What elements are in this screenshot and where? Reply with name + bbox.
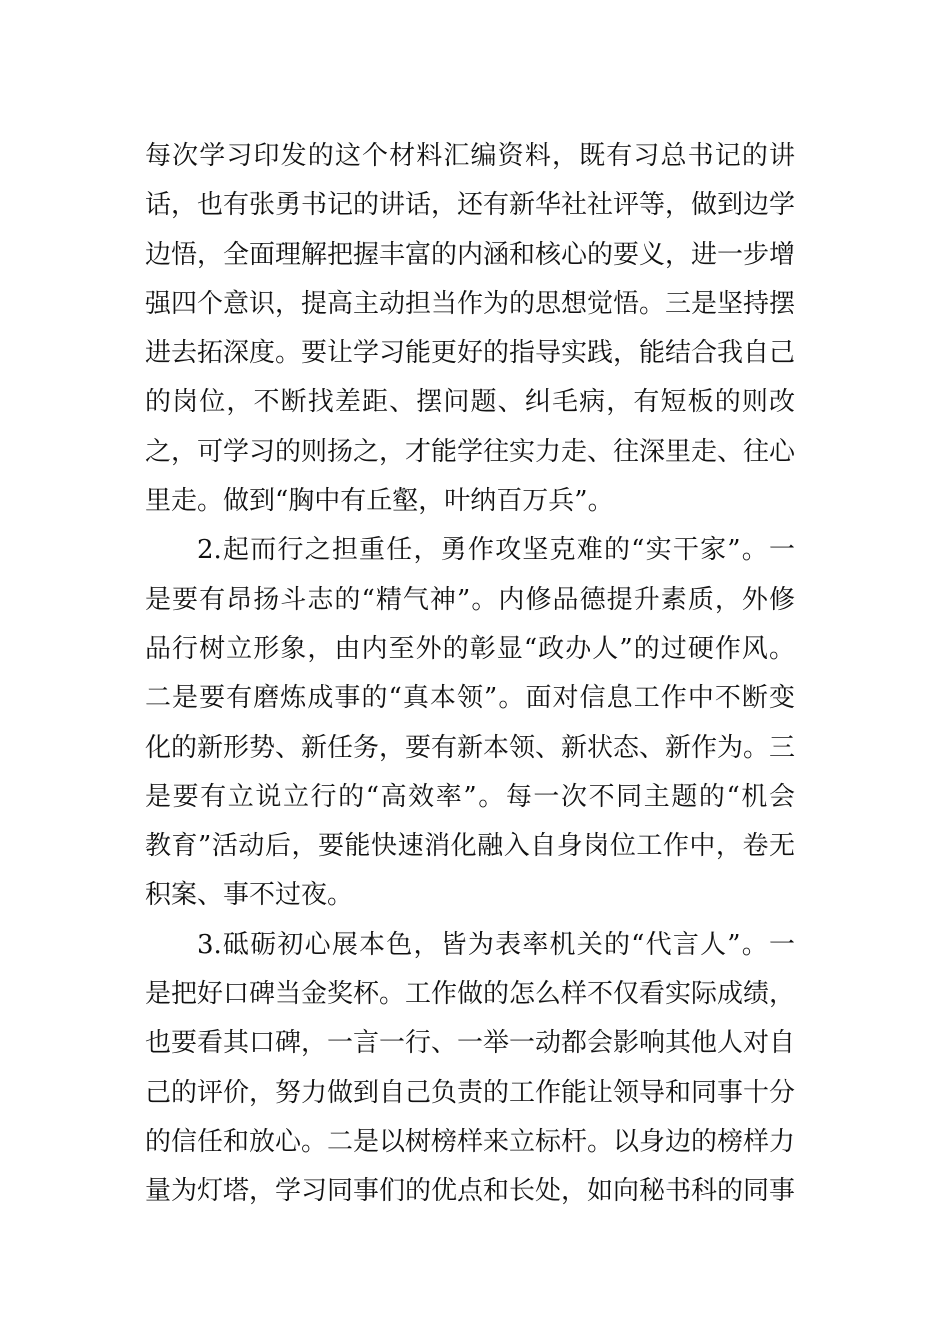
text-line: 里走。做到“胸中有丘壑，叶纳百万兵”。 xyxy=(145,486,614,517)
text-line: 的信任和放心。二是以树榜样来立标杆。以身边的榜样力 xyxy=(145,1126,796,1157)
text-line: 己的评价，努力做到自己负责的工作能让领导和同事十分 xyxy=(145,1077,796,1108)
text-line: 的岗位，不断找差距、摆问题、纠毛病，有短板的则改 xyxy=(145,387,795,418)
text-line: 边悟，全面理解把握丰富的内涵和核心的要义，进一步增 xyxy=(145,239,796,270)
text-line: 是要有立说立行的“高效率”。每一次不同主题的“机会 xyxy=(145,781,795,812)
section-heading-line: 3.砥砺初心展本色，皆为表率机关的“代言人”。一 xyxy=(197,929,795,960)
text-line: 是要有昂扬斗志的“精气神”。内修品德提升素质，外修 xyxy=(145,584,795,615)
text-line: 量为灯塔，学习同事们的优点和长处，如向秘书科的同事 xyxy=(145,1176,796,1207)
body-text xyxy=(145,132,795,1217)
text-line: 积案、事不过夜。 xyxy=(145,880,354,911)
text-line: 也要看其口碑，一言一行、一举一动都会影响其他人对自 xyxy=(145,1028,796,1059)
text-line: 话，也有张勇书记的讲话，还有新华社社评等，做到边学 xyxy=(145,190,796,221)
text-line: 是把好口碑当金奖杯。工作做的怎么样不仅看实际成绩， xyxy=(145,979,796,1010)
text-line: 品行树立形象，由内至外的彰显“政办人”的过硬作风。 xyxy=(145,633,795,664)
text-line: 教育”活动后，要能快速消化融入自身岗位工作中，卷无 xyxy=(145,831,795,862)
text-line: 化的新形势、新任务，要有新本领、新状态、新作为。三 xyxy=(145,732,796,763)
text-line: 之，可学习的则扬之，才能学往实力走、往深里走、往心 xyxy=(145,436,796,467)
section-heading-line: 2.起而行之担重任，勇作攻坚克难的“实干家”。一 xyxy=(197,535,795,566)
text-line: 进去拓深度。要让学习能更好的指导实践，能结合我自己 xyxy=(145,338,796,369)
text-line: 二是要有磨炼成事的“真本领”。面对信息工作中不断变 xyxy=(145,683,795,714)
text-line: 每次学习印发的这个材料汇编资料，既有习总书记的讲 xyxy=(145,141,795,171)
text-line: 强四个意识，提高主动担当作为的思想觉悟。三是坚持摆 xyxy=(145,288,796,319)
